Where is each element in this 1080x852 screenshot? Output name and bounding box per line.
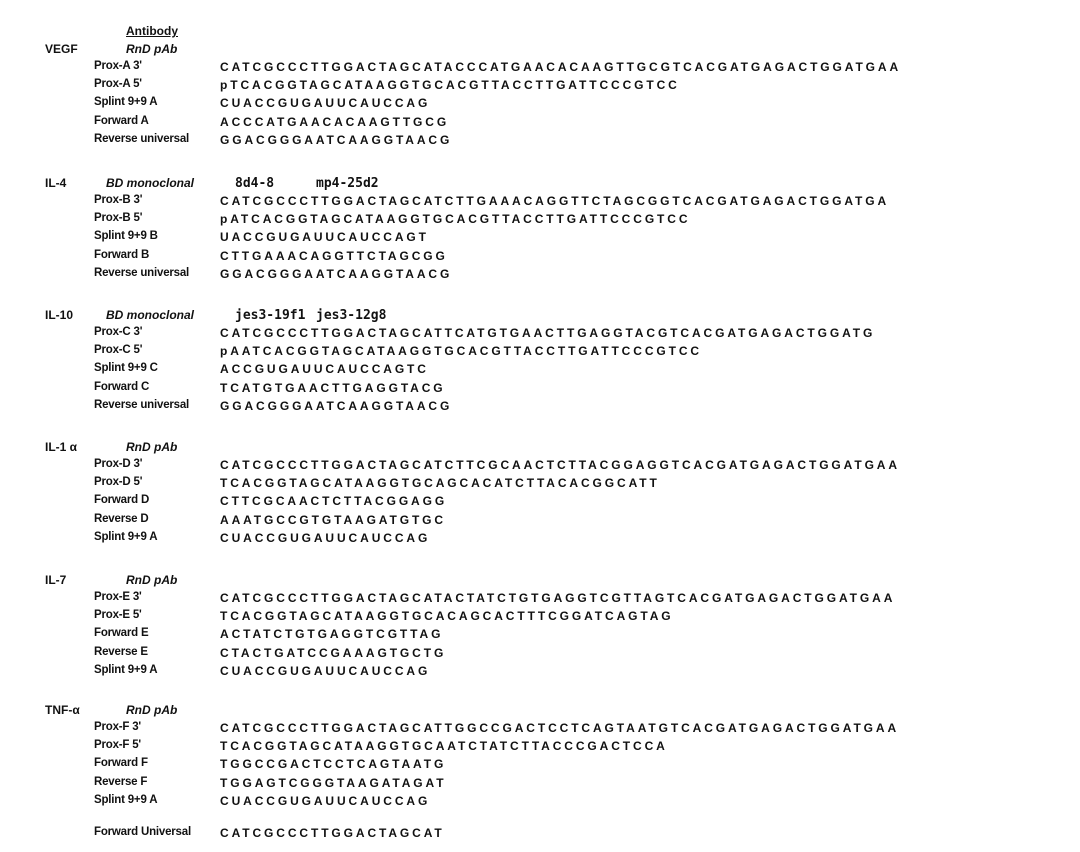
oligo-label: Reverse D — [94, 512, 149, 525]
oligo-sequence: CATCGCCCTTGGACTAGCATTCATGTGAACTTGAGGTACGTCACGATGAGACTGGATG — [220, 326, 876, 340]
target-name: IL-1 α — [45, 440, 78, 454]
oligo-label: Prox-A 3' — [94, 60, 142, 72]
oligo-label: Reverse E — [94, 645, 148, 658]
oligo-sequence: CUACCGUGAUUCAUCCAG — [220, 530, 431, 545]
oligo-label: Prox-F 3' — [94, 721, 141, 733]
oligo-sequence: CTACTGATCCGAAAGTGCTG — [220, 645, 447, 660]
oligo-sequence: GGACGGGAATCAAGGTAACG — [220, 266, 453, 281]
target-name: IL-7 — [45, 573, 67, 587]
oligo-sequence: CATCGCCCTTGGACTAGCATACTATCTGTGAGGTCGTTAGTCACGATGAGACTGGATGAA — [220, 591, 896, 605]
oligo-sequence: pAATCACGGTAGCATAAGGTGCACGTTACCTTGATTCCCGTCC — [220, 344, 702, 359]
footer-sequence: CATCGCCCTTGGACTAGCAT — [220, 826, 445, 840]
oligo-label: Forward F — [94, 757, 148, 770]
oligo-sequence: GGACGGGAATCAAGGTAACG — [220, 398, 453, 413]
oligo-label: Forward D — [94, 494, 150, 507]
oligo-sequence: CATCGCCCTTGGACTAGCATCTTCGCAACTCTTACGGAGGTCACGATGAGACTGGATGAA — [220, 458, 900, 472]
oligo-label: Splint 9+9 A — [94, 530, 158, 543]
oligo-label: Splint 9+9 C — [94, 362, 158, 375]
antibody-source: RnD pAb — [126, 440, 178, 454]
oligo-label: Reverse F — [94, 775, 148, 788]
oligo-sequence: TCATGTGAACTTGAGGTACG — [220, 380, 446, 395]
antibody-clone: mp4-25d2 — [316, 176, 379, 191]
oligo-sequence: ACTATCTGTGAGGTCGTTAG — [220, 627, 444, 642]
antibody-clone: jes3-19f1 — [235, 308, 306, 323]
antibody-source: BD monoclonal — [106, 308, 195, 322]
oligo-label: Splint 9+9 B — [94, 230, 158, 243]
oligo-label: Reverse universal — [94, 266, 190, 279]
oligo-label: Forward E — [94, 627, 149, 640]
oligo-label: Splint 9+9 A — [94, 793, 158, 806]
oligo-sequence: ACCCATGAACACAAGTTGCG — [220, 114, 450, 129]
target-name: IL-10 — [45, 308, 74, 322]
oligo-label: Prox-E 5' — [94, 609, 142, 622]
target-name: IL-4 — [45, 176, 67, 190]
oligo-label: Forward C — [94, 380, 150, 393]
oligo-sequence: pATCACGGTAGCATAAGGTGCACGTTACCTTGATTCCCGTCC — [220, 212, 691, 227]
oligo-sequence: CUACCGUGAUUCAUCCAG — [220, 663, 431, 678]
oligo-label: Prox-D 5' — [94, 476, 143, 489]
oligo-label: Reverse universal — [94, 132, 190, 145]
oligo-label: Prox-D 3' — [94, 458, 143, 470]
oligo-sequence: CTTCGCAACTCTTACGGAGG — [220, 494, 448, 509]
oligo-label: Reverse universal — [94, 398, 190, 411]
oligo-label: Prox-B 3' — [94, 194, 143, 206]
target-name: VEGF — [45, 42, 78, 56]
oligo-label: Prox-A 5' — [94, 78, 142, 91]
oligo-sequence: GGACGGGAATCAAGGTAACG — [220, 132, 453, 147]
oligo-label: Prox-C 5' — [94, 344, 143, 357]
antibody-source: BD monoclonal — [106, 176, 195, 190]
oligo-label: Forward B — [94, 248, 150, 261]
antibody-source: RnD pAb — [126, 703, 178, 717]
oligo-label: Splint 9+9 A — [94, 96, 158, 109]
oligo-sequence: TCACGGTAGCATAAGGTGCACAGCACTTTCGGATCAGTAG — [220, 609, 674, 624]
antibody-clone: 8d4-8 — [235, 176, 275, 191]
oligo-sequence: ACCGUGAUUCAUCCAGTC — [220, 362, 429, 377]
oligo-label: Prox-F 5' — [94, 739, 141, 752]
oligo-sequence: CUACCGUGAUUCAUCCAG — [220, 793, 431, 808]
oligo-sequence: UACCGUGAUUCAUCCAGT — [220, 230, 429, 245]
oligo-sequence: CATCGCCCTTGGACTAGCATACCCATGAACACAAGTTGCGTCACGATGAGACTGGATGAA — [220, 60, 902, 74]
antibody-column-header: Antibody — [126, 24, 178, 38]
oligo-label: Prox-B 5' — [94, 212, 143, 225]
oligo-label: Forward A — [94, 114, 149, 127]
oligo-sequence: TGGCCGACTCCTCAGTAATG — [220, 757, 447, 772]
oligo-label: Prox-E 3' — [94, 591, 142, 603]
antibody-clone: jes3-12g8 — [316, 308, 387, 323]
antibody-source: RnD pAb — [126, 42, 178, 56]
oligo-label: Prox-C 3' — [94, 326, 143, 338]
antibody-source: RnD pAb — [126, 573, 178, 587]
oligo-sequence: TCACGGTAGCATAAGGTGCAGCACATCTTACACGGCATT — [220, 476, 660, 491]
oligo-label: Splint 9+9 A — [94, 663, 158, 676]
oligo-sequence: CTTGAAACAGGTTCTAGCGG — [220, 248, 448, 263]
oligo-sequence: CUACCGUGAUUCAUCCAG — [220, 96, 431, 111]
oligo-sequence: CATCGCCCTTGGACTAGCATCTTGAAACAGGTTCTAGCGGTCACGATGAGACTGGATGA — [220, 194, 890, 208]
footer-label: Forward Universal — [94, 826, 191, 838]
oligo-sequence: TCACGGTAGCATAAGGTGCAATCTATCTTACCCGACTCCA — [220, 739, 668, 754]
target-name: TNF-α — [45, 703, 80, 717]
oligo-sequence: AAATGCCGTGTAAGATGTGC — [220, 512, 446, 527]
oligo-sequence: pTCACGGTAGCATAAGGTGCACGTTACCTTGATTCCCGTCC — [220, 78, 680, 93]
oligo-sequence: TGGAGTCGGGTAAGATAGAT — [220, 775, 447, 790]
oligo-sequence: CATCGCCCTTGGACTAGCATTGGCCGACTCCTCAGTAATGTCACGATGAGACTGGATGAA — [220, 721, 900, 735]
